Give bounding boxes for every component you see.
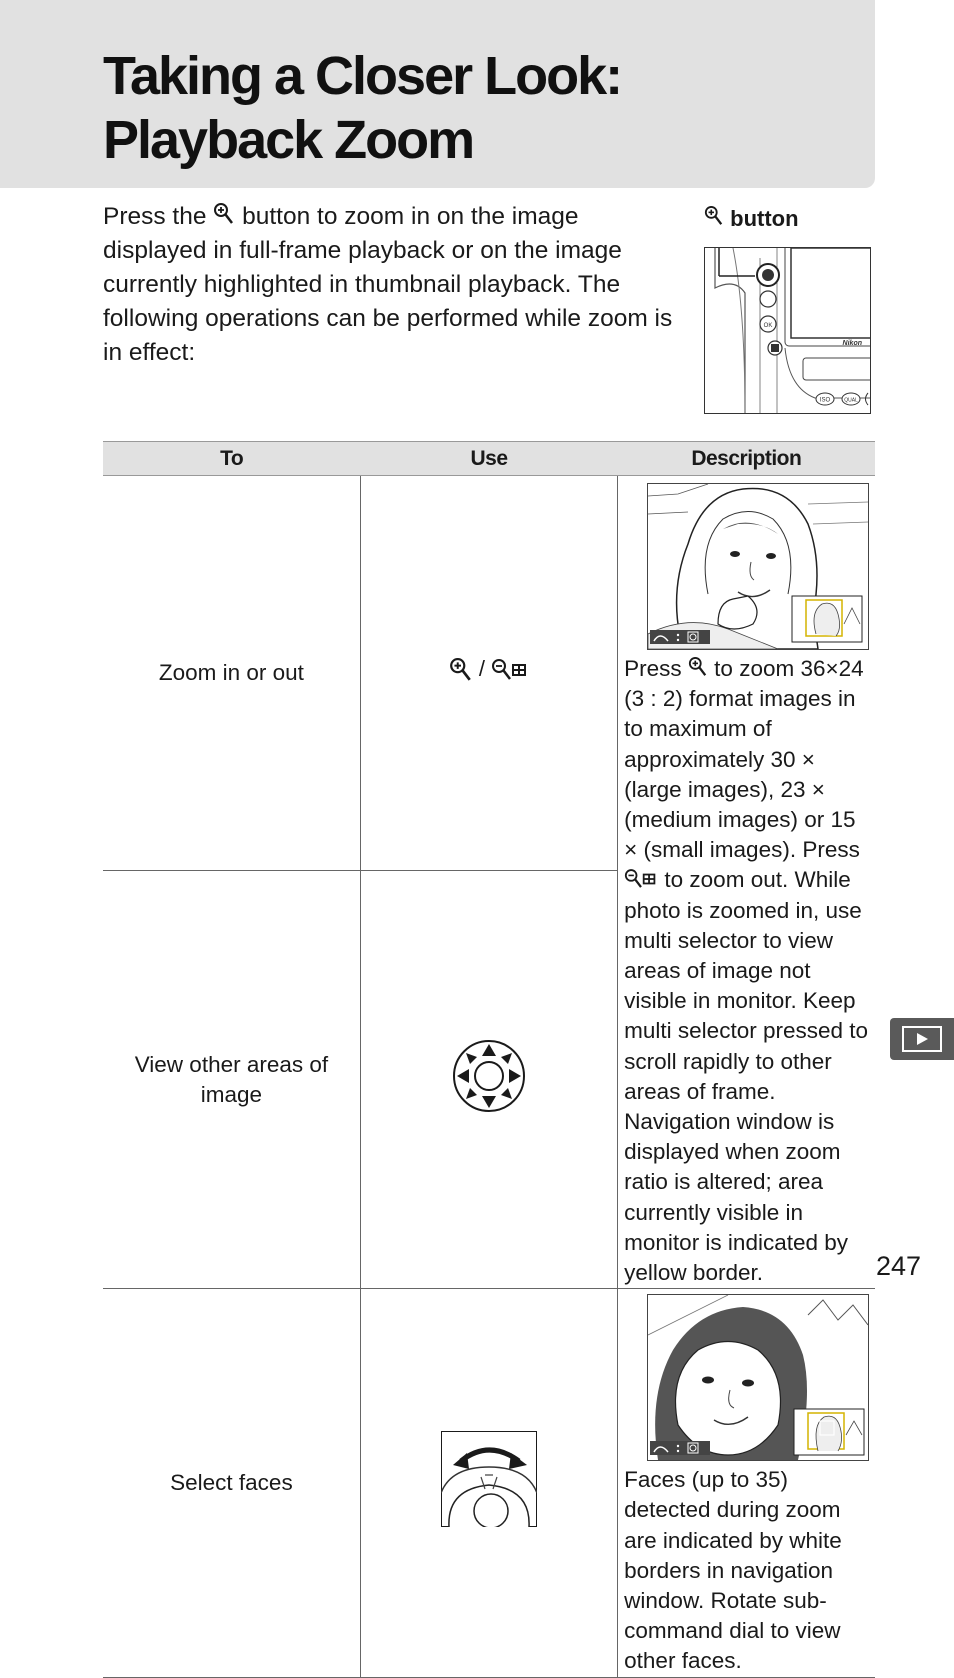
desc-zoom-part1: Press [624, 656, 688, 681]
face-selection-drawing [648, 1295, 868, 1460]
playback-icon [902, 1026, 942, 1052]
zoom-in-icon [704, 205, 724, 227]
zoom-out-thumbnail-icon [624, 868, 658, 890]
zoom-in-icon [213, 202, 235, 226]
header-description: Description [618, 442, 875, 476]
cell-use [360, 476, 617, 871]
zoom-out-thumbnail-icon [491, 656, 529, 684]
zoom-use-icons [449, 654, 529, 684]
zoom-in-icon [449, 656, 473, 684]
table-row [103, 476, 875, 871]
row-faces-label: Select faces [170, 1469, 293, 1495]
zoom-in-icon [688, 656, 708, 678]
face-selection-image [647, 1294, 869, 1461]
page-title [103, 44, 621, 172]
row-zoom-label: Zoom in or out [158, 659, 304, 685]
header-to: To [103, 442, 360, 476]
intro-text-end: button to zoom in on the image displayed in full-frame playback or on the image currently highlighted in thumbnail playback. The following operations can be performed while zoom is in effect: [103, 203, 673, 366]
cell-to [103, 871, 360, 1289]
operations-table [103, 441, 875, 1678]
brand-label: Nikon [842, 340, 862, 347]
qual-label: QUAL [844, 397, 858, 404]
camera-back-illustration [704, 247, 871, 414]
page-title-line-1: Taking a Closer Look: [103, 46, 622, 106]
cell-to [103, 1289, 360, 1677]
desc-zoom-part2: to zoom 36×24 (3 : 2) format images in to maximum of approximately 30 × (large images), 23 × (medium images) or 15 × (small images). Press [624, 656, 864, 863]
cell-use [360, 871, 617, 1289]
cell-description-zoom [618, 476, 875, 1289]
table-row [103, 1289, 875, 1677]
intro-paragraph [103, 200, 688, 370]
zoomed-portrait-drawing [648, 484, 868, 649]
multi-selector-icon [451, 1038, 527, 1114]
use-separator: / [478, 656, 486, 682]
cell-to [103, 476, 360, 871]
sub-command-dial-icon [441, 1431, 537, 1527]
page-number: 247 [876, 1251, 922, 1281]
zoom-button-caption-label: button [730, 206, 799, 231]
cell-description-faces [618, 1289, 875, 1677]
desc-zoom-part3: to zoom out. While photo is zoomed in, use multi selector to view areas of image not visible in monitor. Keep multi selector pressed to scroll rapidly to other areas of frame. Navigation window is displayed when zoom ratio is altered; area currently visible in monitor is indicated by yellow border. [624, 867, 869, 1286]
page-title-line-2: Playback Zoom [103, 110, 474, 170]
header-use: Use [360, 442, 617, 476]
iso-label: ISO [819, 397, 831, 404]
playback-section-tab [890, 1018, 954, 1060]
faces-description-text: Faces (up to 35) detected during zoom are indicated by white borders in navigation window. Rotate sub-command dial to view other faces. [624, 1467, 842, 1674]
cell-use [360, 1289, 617, 1677]
intro-text-start: Press the [103, 203, 214, 230]
camera-back-drawing [705, 248, 871, 414]
zoomed-portrait-image [647, 483, 869, 650]
zoom-button-caption [704, 205, 799, 232]
row-view-label: View other areas of image [134, 1051, 329, 1107]
ok-label: OK [763, 323, 773, 329]
